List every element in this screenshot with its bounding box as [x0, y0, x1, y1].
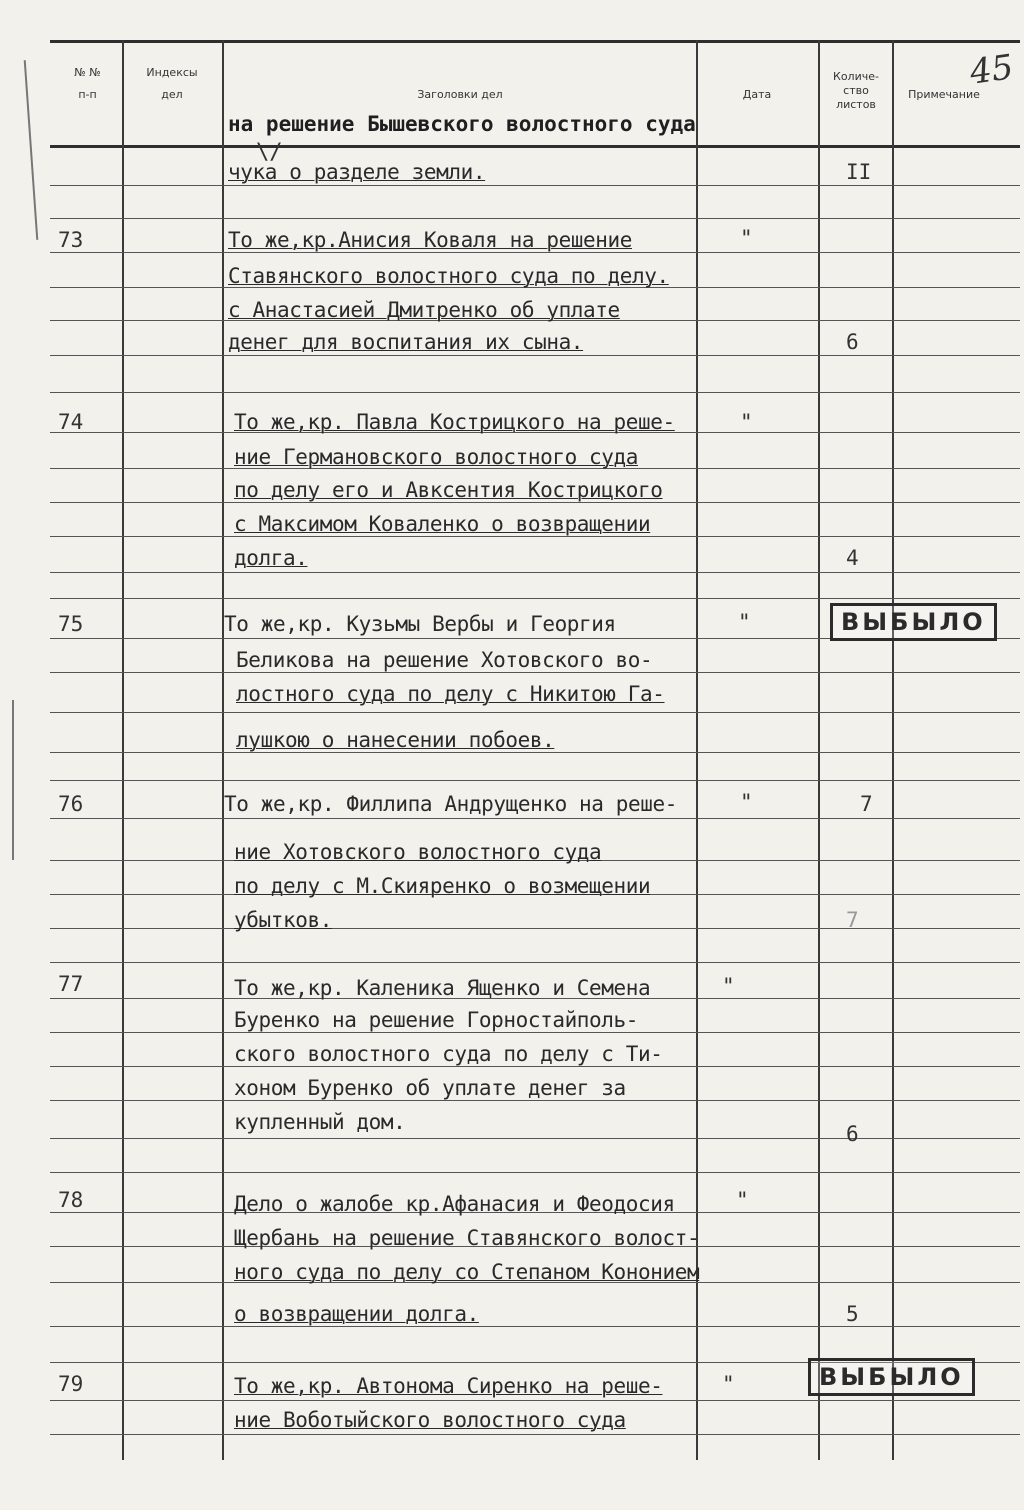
- header-col-qty: Количе- ство листов: [833, 70, 879, 111]
- row-rule: [50, 536, 1020, 537]
- entry-date-ditto: ": [722, 974, 735, 998]
- header-continued-title: на решение Бышевского волостного суда: [228, 112, 696, 136]
- entry-line: ного суда по делу со Степаном Кононием: [234, 1260, 700, 1284]
- entry-line: То же,кр. Павла Кострицкого на реше-: [234, 410, 675, 434]
- entry-line: по делу с М.Скияренко о возмещении: [234, 874, 651, 898]
- entry-line: Беликова на решение Хотовского во-: [236, 648, 653, 672]
- row-rule: [50, 1400, 1020, 1401]
- entry-line: лостного суда по делу с Никитою Га-: [236, 682, 665, 706]
- margin-pencil-mark: [24, 60, 39, 240]
- entry-line: ского волостного суда по делу с Ти-: [234, 1042, 663, 1066]
- entry-line: лушкою о нанесении побоев.: [236, 728, 555, 752]
- entry-number: 76: [58, 792, 84, 816]
- entry-line: с Анастасией Дмитренко об уплате: [228, 298, 620, 322]
- entry-date-ditto: ": [740, 226, 753, 250]
- entry-line: То же,кр. Автонома Сиренко на реше-: [234, 1374, 663, 1398]
- entry-line: по делу его и Авксентия Кострицкого: [234, 478, 663, 502]
- entry-line: То же,кр. Филлипа Андрущенко на реше-: [224, 792, 677, 816]
- entry-qty: 5: [846, 1302, 859, 1326]
- row-rule: [50, 502, 1020, 503]
- row-rule: [50, 355, 1020, 356]
- entry-qty: 4: [846, 546, 859, 570]
- entry-number: 77: [58, 972, 84, 996]
- row-rule: [50, 962, 1020, 963]
- column-divider: [892, 40, 894, 1460]
- row-rule: [50, 1326, 1020, 1327]
- entry-line: хоном Буренко об уплате денег за: [234, 1076, 626, 1100]
- entry-date-ditto: ": [738, 610, 751, 634]
- withdrawn-stamp: ВЫБЫЛО: [808, 1358, 975, 1396]
- margin-pencil-mark: [12, 700, 14, 860]
- header-bottom-rule: [50, 145, 1020, 148]
- row-rule: [50, 752, 1020, 753]
- row-rule: [50, 185, 1020, 186]
- entry-qty: II: [846, 160, 872, 184]
- column-divider: [818, 40, 820, 1460]
- row-rule: [50, 672, 1020, 673]
- row-rule: [50, 712, 1020, 713]
- entry-line: денег для воспитания их сына.: [228, 330, 584, 354]
- entry-date-ditto: ": [736, 1188, 749, 1212]
- entry-line: долга.: [234, 546, 308, 570]
- row-rule: [50, 392, 1020, 393]
- entry-line: ние Воботыйского волостного суда: [234, 1408, 626, 1432]
- entry-qty: 7: [860, 792, 873, 816]
- row-rule: [50, 1032, 1020, 1033]
- check-mark: \/: [256, 140, 283, 165]
- entry-number: 74: [58, 410, 84, 434]
- column-divider: [122, 40, 124, 1460]
- entry-line: Дело о жалобе кр.Афанасия и Феодосия: [234, 1192, 675, 1216]
- entry-date-ditto: ": [740, 410, 753, 434]
- table-top-rule: [50, 40, 1020, 43]
- row-rule: [50, 1100, 1020, 1101]
- entry-number: 73: [58, 228, 84, 252]
- entry-line: То же,кр. Каленика Ященко и Семена: [234, 976, 651, 1000]
- entry-qty: 6: [846, 330, 859, 354]
- row-rule: [50, 818, 1020, 819]
- column-divider: [222, 40, 224, 1460]
- withdrawn-stamp: ВЫБЫЛО: [830, 603, 997, 641]
- entry-line: Буренко на решение Горностайполь-: [234, 1008, 639, 1032]
- row-rule: [50, 1172, 1020, 1173]
- row-rule: [50, 1066, 1020, 1067]
- entry-number: 75: [58, 612, 84, 636]
- header-col-titles: Заголовки дел: [417, 88, 503, 101]
- entry-line: Щербань на решение Ставянского волост-: [234, 1226, 700, 1250]
- header-col-index: Индексы дел: [146, 66, 198, 101]
- entry-number: 79: [58, 1372, 84, 1396]
- row-rule: [50, 1138, 1020, 1139]
- entry-line: ние Германовского волостного суда: [234, 445, 639, 469]
- header-col-note: Примечание: [908, 88, 980, 101]
- header-col-date: Дата: [742, 88, 772, 101]
- entry-line: о возвращении долга.: [234, 1302, 479, 1326]
- entry-date-ditto: ": [722, 1372, 735, 1396]
- entry-number: 78: [58, 1188, 84, 1212]
- row-rule: [50, 252, 1020, 253]
- row-rule: [50, 218, 1020, 219]
- row-rule: [50, 572, 1020, 573]
- entry-line: убытков.: [234, 908, 332, 932]
- row-rule: [50, 780, 1020, 781]
- entry-qty-faint: 7: [846, 908, 859, 932]
- entry-line: ние Хотовского волостного суда: [234, 840, 602, 864]
- header-col-number: № № п-п: [74, 66, 101, 101]
- page-number: 45: [967, 47, 1016, 93]
- entry-line: чука о разделе земли.: [228, 160, 486, 184]
- entry-line: То же,кр. Кузьмы Вербы и Георгия: [224, 612, 616, 636]
- row-rule: [50, 1434, 1020, 1435]
- entry-line: То же,кр.Анисия Коваля на решение: [228, 228, 633, 252]
- entry-qty: 6: [846, 1122, 859, 1146]
- row-rule: [50, 598, 1020, 599]
- entry-line: Ставянского волостного суда по делу.: [228, 264, 669, 288]
- entry-line: с Максимом Коваленко о возвращении: [234, 512, 651, 536]
- entry-date-ditto: ": [740, 790, 753, 814]
- row-rule: [50, 928, 1020, 929]
- entry-line: купленный дом.: [234, 1110, 406, 1134]
